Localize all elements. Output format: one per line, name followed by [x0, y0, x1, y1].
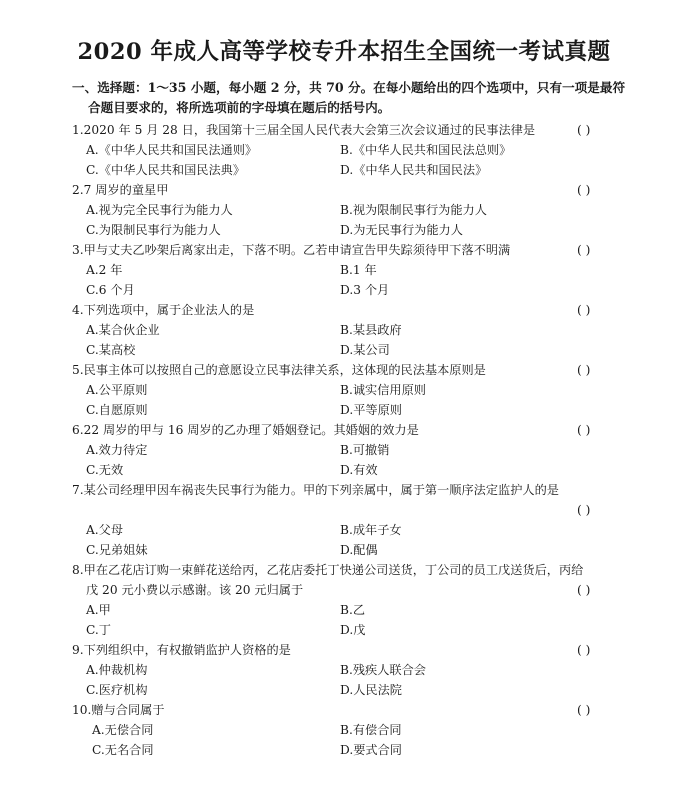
option-c: C.自愿原则: [86, 403, 148, 417]
question-1: [72, 120, 620, 180]
option-c: C.无效: [86, 463, 124, 477]
question-9: [72, 640, 620, 700]
option-c: C.《中华人民共和国民法典》: [86, 163, 246, 177]
section-instructions-line1: 一、选择题：1～35 小题，每小题 2 分，共 70 分。在每小题给出的四个选项中，只有一项是最符: [72, 80, 626, 95]
option-b: B.可撤销: [340, 443, 390, 457]
answer-parentheses: ( ): [577, 303, 591, 317]
option-b: B.《中华人民共和国民法总则》: [340, 143, 512, 157]
option-d: D.配偶: [340, 543, 378, 557]
option-d: D.《中华人民共和国民法》: [340, 163, 488, 177]
option-c: C.兄弟姐妹: [86, 543, 148, 557]
answer-parentheses: ( ): [577, 643, 591, 657]
question-4: [72, 300, 620, 360]
option-a: A.父母: [86, 523, 124, 537]
option-c: C.为限制民事行为能力人: [86, 223, 221, 237]
question-7: [72, 480, 620, 560]
question-6: [72, 420, 620, 480]
option-d: D.戊: [340, 623, 366, 637]
section-instructions-line2: 合题目要求的，将所选项前的字母填在题后的括号内。: [88, 100, 391, 115]
section-instructions: [72, 78, 652, 118]
option-d: D.平等原则: [340, 403, 402, 417]
question-3: [72, 240, 620, 300]
option-d: D.3 个月: [340, 283, 390, 297]
option-c: C.6 个月: [86, 283, 135, 297]
option-d: D.人民法院: [340, 683, 402, 697]
option-a: A.《中华人民共和国民法通则》: [86, 143, 258, 157]
question-stem: 9.下列组织中，有权撤销监护人资格的是: [72, 643, 291, 657]
answer-parentheses: ( ): [577, 363, 591, 377]
question-stem-continued: 戊 20 元小费以示感谢。该 20 元归属于: [86, 583, 304, 597]
question-stem: 7.某公司经理甲因车祸丧失民事行为能力。甲的下列亲属中，属于第一顺序法定监护人的是: [72, 483, 559, 497]
question-stem: 3.甲与丈夫乙吵架后离家出走，下落不明。乙若申请宣告甲失踪须待甲下落不明满: [72, 243, 511, 257]
option-a: A.无偿合同: [92, 723, 154, 737]
option-a: A.效力待定: [86, 443, 148, 457]
question-stem: 8.甲在乙花店订购一束鲜花送给丙，乙花店委托丁快递公司送货，丁公司的员工戊送货后，丙给: [72, 563, 584, 577]
question-2: [72, 180, 620, 240]
question-stem: 5.民事主体可以按照自己的意愿设立民事法律关系，这体现的民法基本原则是: [72, 363, 486, 377]
option-b: B.1 年: [340, 263, 377, 277]
option-a: A.甲: [86, 603, 111, 617]
option-c: C.某高校: [86, 343, 136, 357]
answer-parentheses: ( ): [577, 243, 591, 257]
option-c: C.无名合同: [92, 743, 154, 757]
answer-parentheses: ( ): [577, 183, 591, 197]
option-b: B.诚实信用原则: [340, 383, 426, 397]
option-d: D.某公司: [340, 343, 390, 357]
option-b: B.成年子女: [340, 523, 402, 537]
question-stem: 6.22 周岁的甲与 16 周岁的乙办理了婚姻登记。其婚姻的效力是: [72, 423, 419, 437]
option-c: C.丁: [86, 623, 111, 637]
option-d: D.要式合同: [340, 743, 402, 757]
option-b: B.乙: [340, 603, 366, 617]
question-stem: 1.2020 年 5 月 28 日，我国第十三届全国人民代表大会第三次会议通过的民事法律是: [72, 123, 536, 137]
option-c: C.医疗机构: [86, 683, 148, 697]
option-b: B.残疾人联合会: [340, 663, 426, 677]
question-stem: 10.赠与合同属于: [72, 703, 165, 717]
option-b: B.视为限制民事行为能力人: [340, 203, 487, 217]
question-5: [72, 360, 620, 420]
option-a: A.某合伙企业: [86, 323, 160, 337]
option-a: A.公平原则: [86, 383, 148, 397]
option-b: B.某县政府: [340, 323, 402, 337]
question-10: [72, 700, 620, 760]
option-d: D.为无民事行为能力人: [340, 223, 463, 237]
option-a: A.视为完全民事行为能力人: [86, 203, 233, 217]
question-stem: 4.下列选项中，属于企业法人的是: [72, 303, 255, 317]
option-a: A.2 年: [86, 263, 123, 277]
answer-parentheses: ( ): [577, 123, 591, 137]
answer-parentheses: ( ): [577, 703, 591, 717]
answer-parentheses: ( ): [577, 583, 591, 597]
page-title: 2020 年成人高等学校专升本招生全国统一考试真题: [77, 39, 611, 65]
option-a: A.仲裁机构: [86, 663, 148, 677]
answer-parentheses: ( ): [577, 503, 591, 517]
question-8: [72, 560, 620, 640]
option-d: D.有效: [340, 463, 378, 477]
answer-parentheses: ( ): [577, 423, 591, 437]
question-stem: 2.7 周岁的童星甲: [72, 183, 169, 197]
option-b: B.有偿合同: [340, 723, 402, 737]
question-list: [72, 120, 620, 760]
